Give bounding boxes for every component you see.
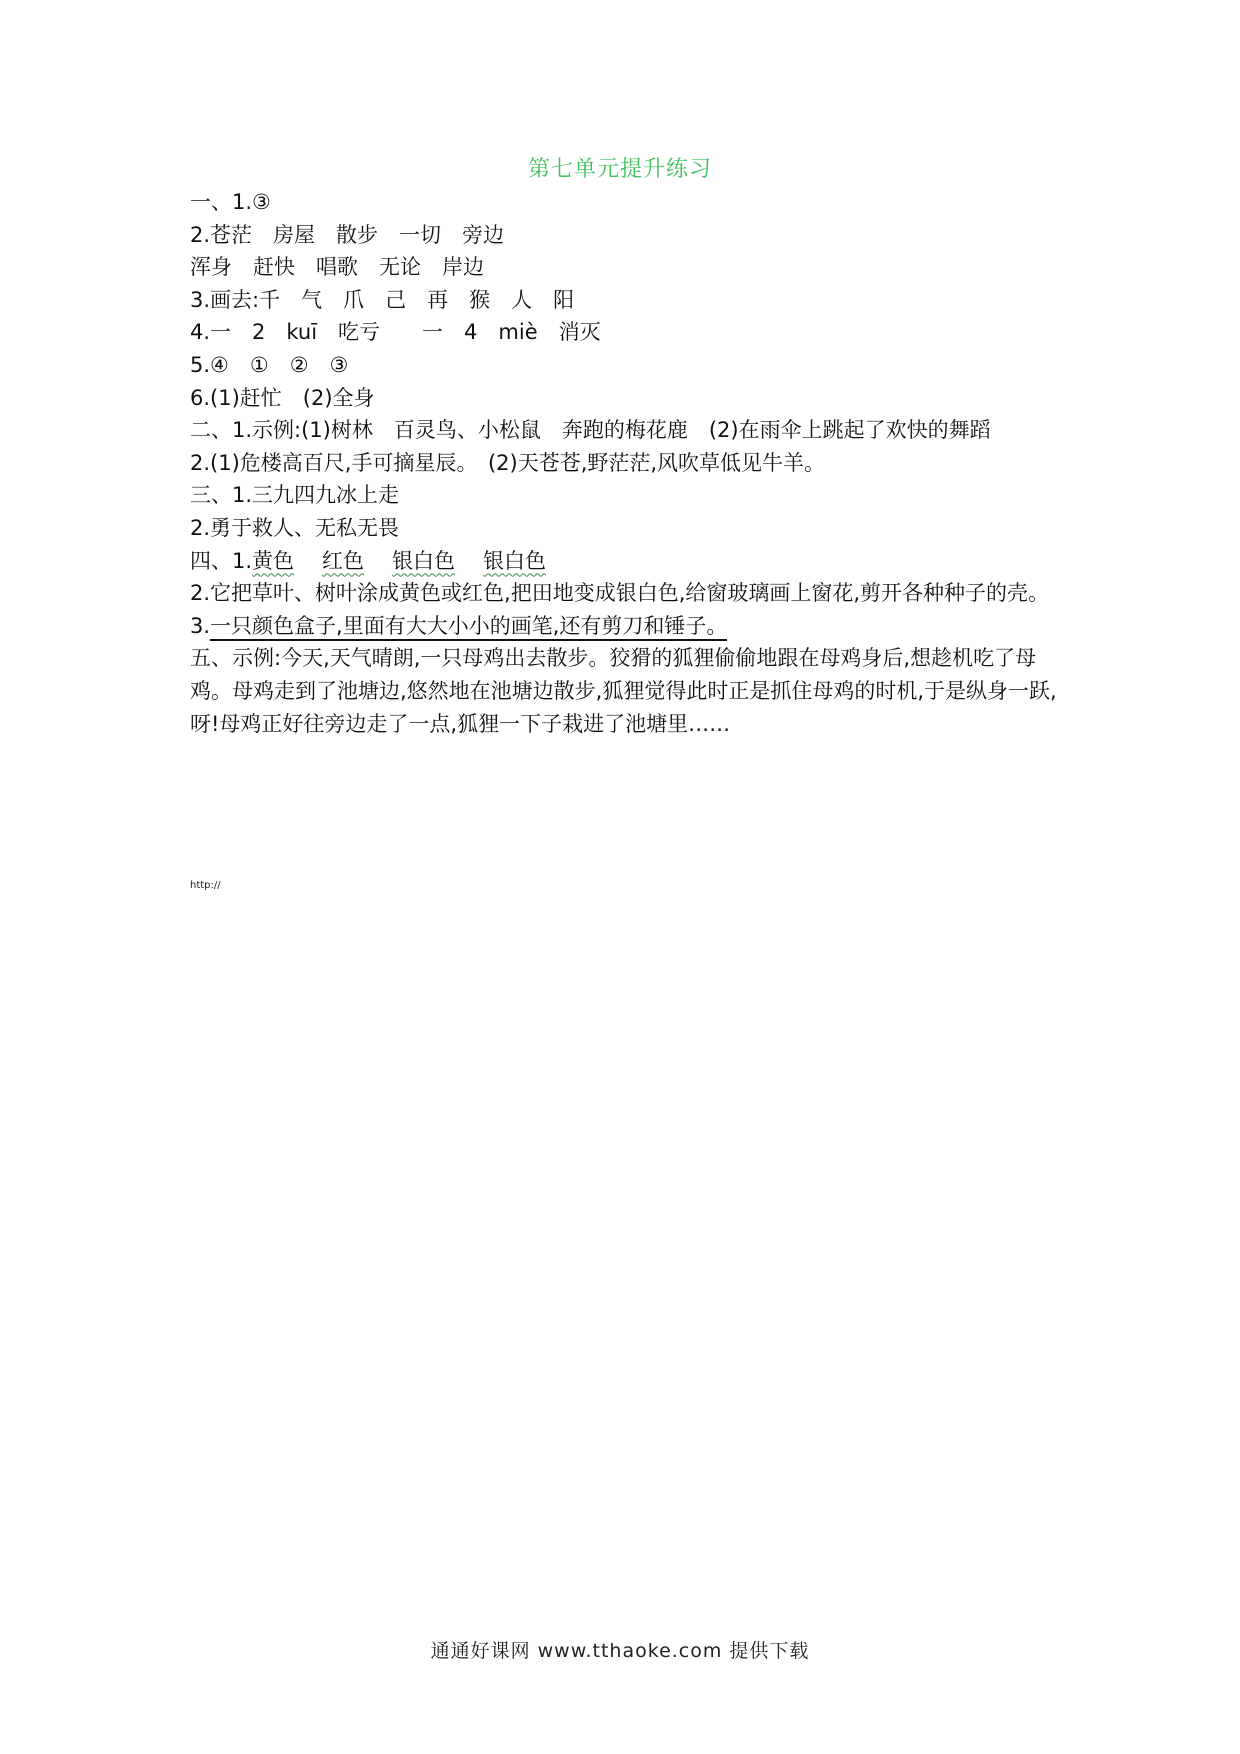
answer-line: 5.④ ① ② ③	[190, 352, 349, 377]
answer-line: 二、1.示例:(1)树林 百灵鸟、小松鼠 奔跑的梅花鹿 (2)在雨伞上跳起了欢快的舞蹈	[190, 418, 991, 443]
q4-prefix: 四、1.	[190, 548, 253, 573]
answer-paragraph: 2.它把草叶、树叶涂成黄色或红色,把田地变成银白色,给窗玻璃画上窗花,剪开各种种子的壳。	[190, 581, 1050, 606]
answer-line: 6.(1)赶忙 (2)全身	[190, 385, 375, 410]
answer-line: 三、1.三九四九冰上走	[190, 483, 400, 508]
answer-line: 4.一 2 kuī 吃亏 一 4 miè 消灭	[190, 320, 601, 345]
essay-paragraph: 五、示例:今天,天气晴朗,一只母鸡出去散步。狡猾的狐狸偷偷地跟在母鸡身后,想趁机吃了母鸡。母鸡走到了池塘边,悠然地在池塘边散步,狐狸觉得此时正是抓住母鸡的时机,于是纵身一跃,呀!母鸡正好往旁边走了一点,狐狸一下子栽进了池塘里……	[190, 646, 1057, 736]
color-answer: 银白色	[392, 548, 456, 573]
answer-line: 2.勇于救人、无私无畏	[190, 515, 400, 540]
answer-line: 2.(1)危楼高百尺,手可摘星辰。 (2)天苍苍,野茫茫,风吹草低见牛羊。	[190, 450, 826, 475]
answer-line: 一、1.③	[190, 190, 271, 214]
underlined-answer: 一只颜色盒子,里面有大大小小的画笔,还有剪刀和锤子。	[210, 614, 727, 641]
answer-line: 2.苍茫 房屋 散步 一切 旁边	[190, 222, 505, 247]
answer-content	[190, 186, 1070, 740]
footer-credit: 通通好课网 www.tthaoke.com 提供下载	[430, 1640, 810, 1662]
color-answer: 银白色	[483, 548, 547, 573]
color-answer: 黄色	[252, 548, 295, 573]
color-answer: 红色	[322, 548, 365, 573]
answer-line: 浑身 赶快 唱歌 无论 岸边	[190, 255, 484, 280]
answer-line: 3.画去:千 气 爪 己 再 猴 人 阳	[190, 287, 575, 312]
q4-3-prefix: 3.	[190, 613, 211, 638]
answer-line-underlined	[190, 610, 1070, 643]
source-url: http://	[190, 880, 221, 891]
page-title: 第七单元提升练习	[527, 157, 712, 182]
answer-line-colors	[190, 545, 1070, 578]
